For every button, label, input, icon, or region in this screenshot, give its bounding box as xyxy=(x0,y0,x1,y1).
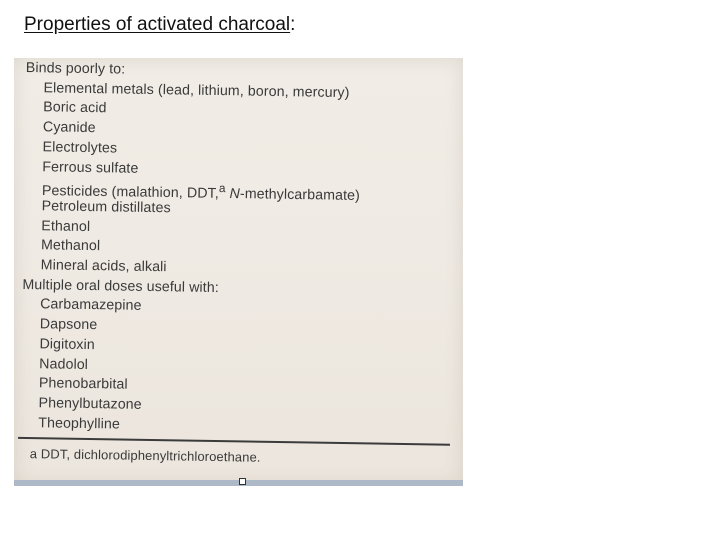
slide-title xyxy=(24,14,295,36)
list-item-digitoxin: Digitoxin xyxy=(39,336,95,353)
pesticides-text: Pesticides (malathion, DDT, xyxy=(41,183,219,202)
pesticides-italic-n: N xyxy=(229,186,241,203)
list-item-methanol: Methanol xyxy=(40,237,101,255)
list-item-petroleum-distillates: Petroleum distillates xyxy=(41,198,171,217)
pesticides-suffix: -methylcarbamate) xyxy=(239,186,361,205)
list-item-mineral-acids: Mineral acids, alkali xyxy=(40,257,167,276)
list-item-nadolol: Nadolol xyxy=(39,355,89,373)
footnote-divider xyxy=(18,437,450,446)
list-item-ferrous-sulfate: Ferrous sulfate xyxy=(42,158,139,177)
list-item-cyanide: Cyanide xyxy=(42,119,96,137)
footnote-text: a DDT, dichlorodiphenyltrichloroethane. xyxy=(29,446,261,465)
list-item-elemental-metals: Elemental metals (lead, lithium, boron, mercury) xyxy=(43,79,350,101)
list-item-phenobarbital: Phenobarbital xyxy=(38,375,128,393)
list-item-electrolytes: Electrolytes xyxy=(42,139,118,157)
binds-poorly-heading: Binds poorly to: xyxy=(25,59,126,78)
pesticides-footnote-mark: a xyxy=(218,181,226,196)
list-item-phenylbutazone: Phenylbutazone xyxy=(38,395,142,413)
list-item-boric-acid: Boric acid xyxy=(43,99,107,117)
resize-handle[interactable] xyxy=(239,478,246,485)
slide-title-text: Properties of activated charcoal xyxy=(24,14,291,35)
list-item-carbamazepine: Carbamazepine xyxy=(40,296,142,315)
list-item-dapsone: Dapsone xyxy=(39,316,98,334)
multiple-doses-heading: Multiple oral doses useful with: xyxy=(22,276,219,296)
list-item-ethanol: Ethanol xyxy=(41,217,91,235)
slide-title-colon: : xyxy=(290,14,296,35)
textbook-photo xyxy=(14,58,463,486)
list-item-theophylline: Theophylline xyxy=(38,414,121,433)
